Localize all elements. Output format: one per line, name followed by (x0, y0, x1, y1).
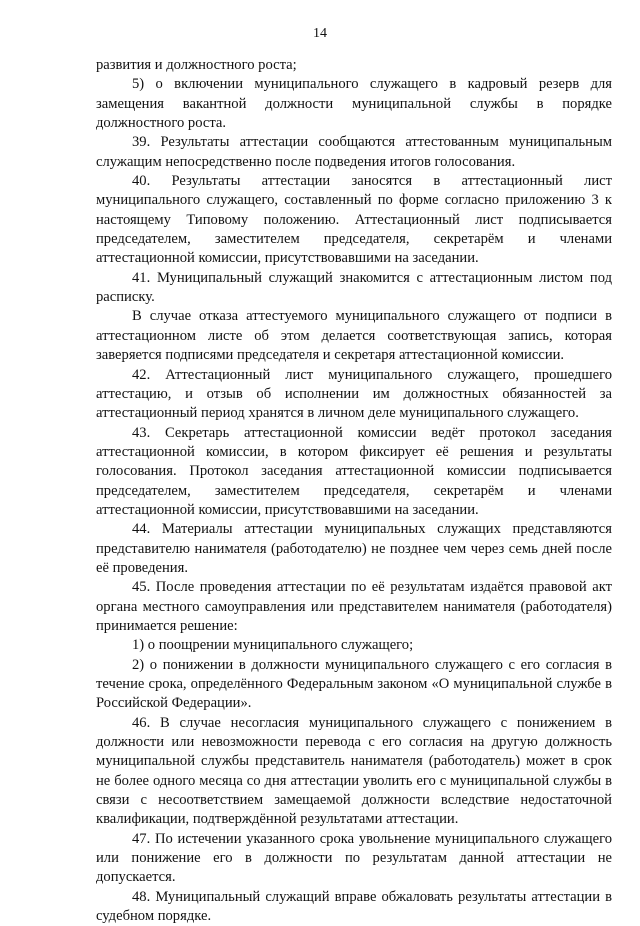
page-number: 14 (313, 26, 327, 41)
paragraph-45: 45. После проведения аттестации по её результатам издаётся правовой акт органа местного самоуправления или представителем нанимателя (работодателя) принимается решение: (96, 579, 612, 634)
document-body (96, 56, 612, 926)
paragraph-48: 48. Муниципальный служащий вправе обжаловать результаты аттестации в судебном порядке. (96, 888, 612, 925)
paragraph-40: 40. Результаты аттестации заносятся в аттестационный лист муниципального служащего, составленный по форме согласно приложению 3 к настоящему Типовому положению. Аттестационный лист подписывается председателем, заместителем председателя, секретарём и членами аттестационной комиссии, присутствовавшими на заседании. (96, 173, 612, 267)
paragraph-41-refusal: В случае отказа аттестуемого муниципального служащего от подписи в аттестационном листе об этом делается соответствующая запись, которая заверяется подписями председателя и секретаря аттестационной комиссии. (96, 308, 612, 364)
paragraph-continuation: развития и должностного роста; (96, 57, 297, 73)
paragraph-41: 41. Муниципальный служащий знакомится с аттестационным листом под расписку. (96, 269, 612, 306)
paragraph-44: 44. Материалы аттестации муниципальных служащих представляются представителю нанимателя (работодателю) не позднее чем через семь дней после её проведения. (96, 521, 612, 576)
paragraph-45-item-1: 1) о поощрении муниципального служащего; (132, 637, 414, 654)
paragraph-43: 43. Секретарь аттестационной комиссии ведёт протокол заседания аттестационной комиссии, в котором фиксирует её решения и результаты голосования. Протокол заседания аттестационной комиссии подписывается председателем, заместителем председателя, секретарём и членами аттестационной комиссии, присутствовавшими на заседании. (96, 424, 612, 518)
paragraph-46: 46. В случае несогласия муниципального служащего с понижением в должности или невозможности перевода с его согласия на другую должность муниципальной службы представитель нанимателя (работодатель) может в срок не более одного месяца со дня аттестации уволить его с муниципальной службы в связи с несоответствием замещаемой должности вследствие недостаточной квалификации, подтверждённой результатами аттестации. (96, 714, 612, 828)
paragraph-42: 42. Аттестационный лист муниципального служащего, прошедшего аттестацию, и отзыв об исполнении им должностных обязанностей за аттестационный период хранятся в личном деле муниципального служащего. (96, 366, 612, 422)
paragraph-39: 39. Результаты аттестации сообщаются аттестованным муниципальным служащим непосредственно после подведения итогов голосования. (96, 134, 612, 170)
paragraph-47: 47. По истечении указанного срока увольнение муниципального служащего или понижение его в должности по результатам данной аттестации не допускается. (96, 830, 612, 886)
paragraph-item-5: 5) о включении муниципального служащего в кадровый резерв для замещения вакантной должности муниципальной службы в порядке должностного роста. (96, 76, 612, 132)
paragraph-45-item-2: 2) о понижении в должности муниципального служащего с его согласия в течение срока, определённого Федеральным законом «О муниципальной службе в Российской Федерации». (96, 656, 612, 712)
